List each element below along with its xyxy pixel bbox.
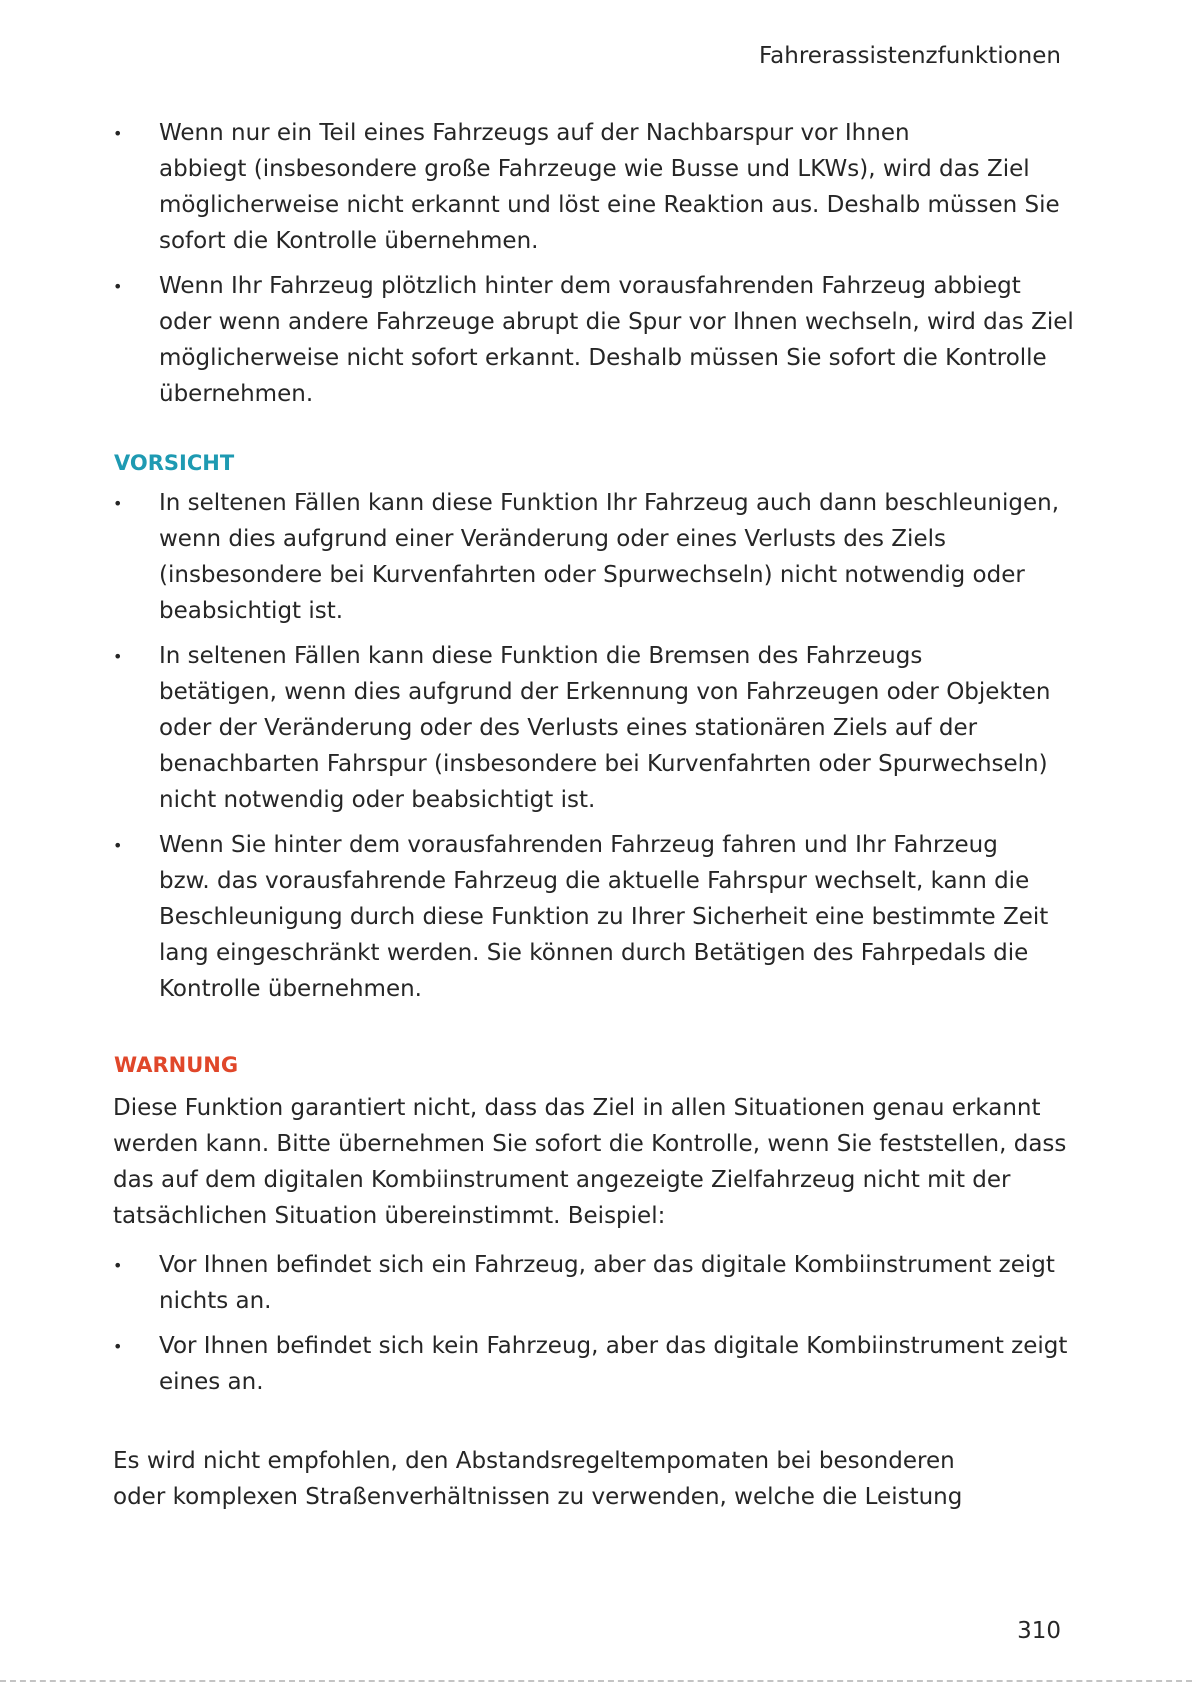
bullet-marker: • bbox=[113, 494, 123, 513]
text-line: Wenn nur ein Teil eines Fahrzeugs auf der Nachbarspur vor Ihnen bbox=[159, 120, 910, 146]
list-item bbox=[0, 1328, 1192, 1395]
page-number: 310 bbox=[1017, 1618, 1061, 1644]
closing-paragraph bbox=[0, 1443, 1192, 1510]
text-line: werden kann. Bitte übernehmen Sie sofort die Kontrolle, wenn Sie feststellen, dass bbox=[113, 1131, 1067, 1157]
text-line: Kontrolle übernehmen. bbox=[159, 976, 422, 1002]
caution-heading: VORSICHT bbox=[114, 451, 235, 475]
paragraph-text bbox=[113, 1090, 1066, 1234]
list-item-text bbox=[159, 1247, 1055, 1319]
list-item-text bbox=[159, 485, 1059, 629]
bullet-marker: • bbox=[113, 1337, 123, 1356]
text-line: Es wird nicht empfohlen, den Abstandsregeltempomaten bei besonderen bbox=[113, 1448, 955, 1474]
list-item bbox=[0, 827, 1192, 1002]
warning-heading: WARNUNG bbox=[114, 1053, 239, 1077]
warning-paragraph bbox=[0, 1090, 1192, 1229]
text-line: In seltenen Fällen kann diese Funktion die Bremsen des Fahrzeugs bbox=[159, 643, 923, 669]
list-item bbox=[0, 268, 1192, 407]
text-line: oder wenn andere Fahrzeuge abrupt die Spur vor Ihnen wechseln, wird das Ziel bbox=[159, 309, 1074, 335]
text-line: eines an. bbox=[159, 1369, 264, 1395]
text-line: lang eingeschränkt werden. Sie können durch Betätigen des Fahrpedals die bbox=[159, 940, 1029, 966]
text-line: möglicherweise nicht erkannt und löst eine Reaktion aus. Deshalb müssen Sie bbox=[159, 192, 1060, 218]
list-item bbox=[0, 115, 1192, 254]
text-line: möglicherweise nicht sofort erkannt. Deshalb müssen Sie sofort die Kontrolle bbox=[159, 345, 1047, 371]
text-line: Diese Funktion garantiert nicht, dass das Ziel in allen Situationen genau erkannt bbox=[113, 1095, 1041, 1121]
section-title: Fahrerassistenzfunktionen bbox=[759, 43, 1061, 69]
bullet-marker: • bbox=[113, 647, 123, 666]
list-item bbox=[0, 485, 1192, 624]
text-line: Wenn Ihr Fahrzeug plötzlich hinter dem vorausfahrenden Fahrzeug abbiegt bbox=[159, 273, 1021, 299]
list-item-text bbox=[159, 1328, 1067, 1400]
text-line: beabsichtigt ist. bbox=[159, 598, 344, 624]
list-item-text bbox=[159, 115, 1060, 259]
text-line: nichts an. bbox=[159, 1288, 272, 1314]
text-line: (insbesondere bei Kurvenfahrten oder Spurwechseln) nicht notwendig oder bbox=[159, 562, 1025, 588]
page-bottom-edge bbox=[0, 1680, 1192, 1682]
list-item bbox=[0, 638, 1192, 813]
list-item-text bbox=[159, 827, 1048, 1007]
bullet-marker: • bbox=[113, 836, 123, 855]
text-line: betätigen, wenn dies aufgrund der Erkennung von Fahrzeugen oder Objekten bbox=[159, 679, 1051, 705]
bullet-marker: • bbox=[113, 124, 123, 143]
text-line: oder der Veränderung oder des Verlusts eines stationären Ziels auf der bbox=[159, 715, 978, 741]
text-line: bzw. das vorausfahrende Fahrzeug die aktuelle Fahrspur wechselt, kann die bbox=[159, 868, 1030, 894]
text-line: Beschleunigung durch diese Funktion zu Ihrer Sicherheit eine bestimmte Zeit bbox=[159, 904, 1049, 930]
bullet-marker: • bbox=[113, 277, 123, 296]
list-item-text bbox=[159, 638, 1051, 818]
text-line: tatsächlichen Situation übereinstimmt. Beispiel: bbox=[113, 1203, 666, 1229]
list-item-text bbox=[159, 268, 1074, 412]
text-line: benachbarten Fahrspur (insbesondere bei Kurvenfahrten oder Spurwechseln) bbox=[159, 751, 1048, 777]
text-line: das auf dem digitalen Kombiinstrument angezeigte Zielfahrzeug nicht mit der bbox=[113, 1167, 1011, 1193]
text-line: In seltenen Fällen kann diese Funktion Ihr Fahrzeug auch dann beschleunigen, bbox=[159, 490, 1060, 516]
paragraph-text bbox=[113, 1443, 962, 1515]
text-line: Wenn Sie hinter dem vorausfahrenden Fahrzeug fahren und Ihr Fahrzeug bbox=[159, 832, 998, 858]
text-line: Vor Ihnen befindet sich kein Fahrzeug, aber das digitale Kombiinstrument zeigt bbox=[159, 1333, 1068, 1359]
text-line: sofort die Kontrolle übernehmen. bbox=[159, 228, 539, 254]
text-line: abbiegt (insbesondere große Fahrzeuge wie Busse und LKWs), wird das Ziel bbox=[159, 156, 1030, 182]
text-line: übernehmen. bbox=[159, 381, 314, 407]
text-line: nicht notwendig oder beabsichtigt ist. bbox=[159, 787, 596, 813]
list-item bbox=[0, 1247, 1192, 1314]
bullet-marker: • bbox=[113, 1256, 123, 1275]
text-line: Vor Ihnen befindet sich ein Fahrzeug, aber das digitale Kombiinstrument zeigt bbox=[159, 1252, 1055, 1278]
text-line: oder komplexen Straßenverhältnissen zu verwenden, welche die Leistung bbox=[113, 1484, 963, 1510]
text-line: wenn dies aufgrund einer Veränderung oder eines Verlusts des Ziels bbox=[159, 526, 946, 552]
